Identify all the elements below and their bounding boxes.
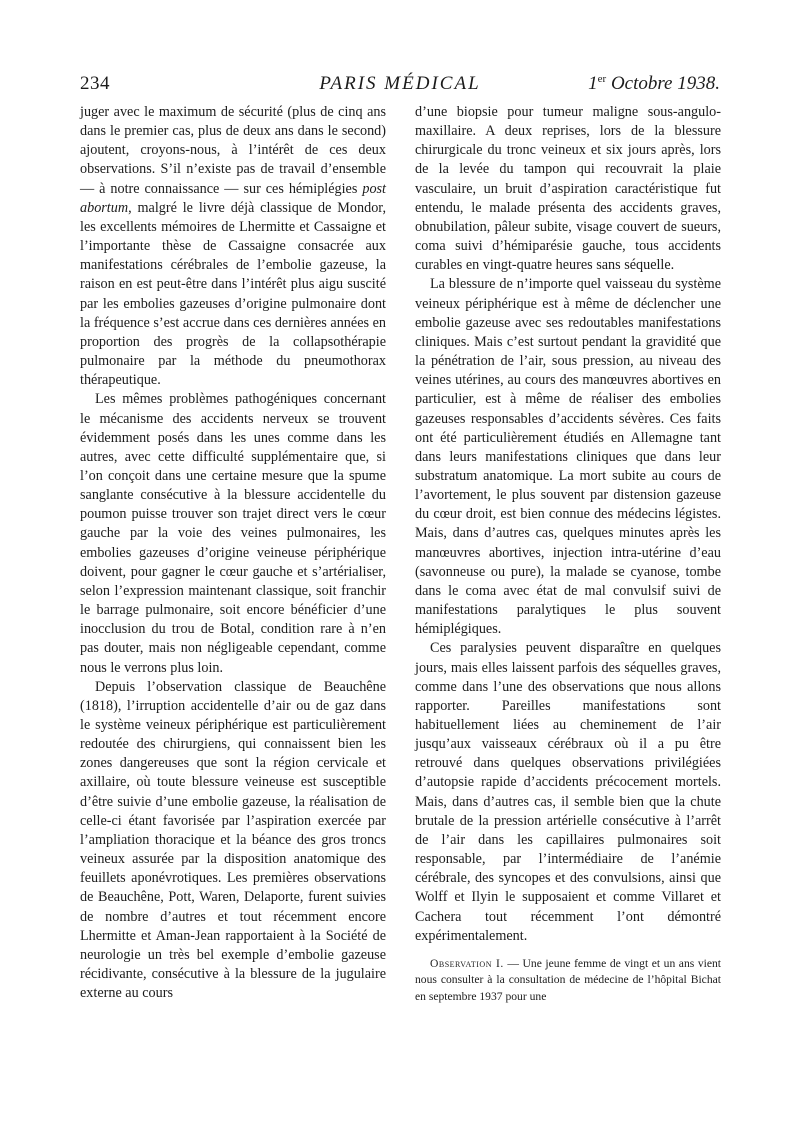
date-month-year: Octobre 1938. — [606, 73, 720, 94]
issue-date — [588, 73, 720, 95]
left-paragraph-2: Les mêmes problèmes pathogéniques concernant le mécanisme des accidents nerveux se trouvent évidemment posés dans les unes comme dans les autres, avec cette difficulté supplémentaire que, si l’on conçoit dans une certaine mesure que la spume sanglante consécutive à la blessure accidentelle du poumon puisse trouver son trajet direct vers le cœur gauche par la voie des veines pulmonaires, les embolies gazeuses d’origine veineuse périphérique doivent, pour gagner le cœur gauche et s’artérialiser, selon l’expression maintenant classique, soit franchir le barrage pulmonaire, soit encore bénéficier d’une inocclusion du trou de Botal, condition rare à n’en pas douter, mais non négligeable cependant, comme nous le verrons plus loin. — [80, 391, 386, 676]
journal-title: PARIS MÉDICAL — [319, 73, 481, 94]
right-paragraph-1: d’une biopsie pour tumeur maligne sous-angulo-maxillaire. A deux reprises, lors de la blessure chirurgicale du tronc veineux et six jours après, lors de la levée du tampon qui recouvrait la plaie vasculaire, un bruit d’aspiration caractéristique fut entendu, le malade présenta des accidents graves, obnubilation, pâleur subite, visage couvert de sueurs, coma suivi d’hémiparésie gauche, tous accidents curables en vingt-quatre heures sans séquelle. — [415, 104, 721, 274]
left-p1-text: juger avec le maximum de sécurité (plus de cinq ans dans le premier cas, plus de deux ans dans le second) ajoutent, croyons-nous, à l’intérêt de ces deux observations. S’il n’existe pas de travail d’ensemble — à notre connaissance — sur ces hémiplégies — [80, 104, 386, 197]
page-number: 234 — [80, 73, 110, 94]
date-ordinal: er — [597, 73, 607, 85]
left-p1-italic: post abortum — [80, 180, 386, 216]
page-header — [80, 73, 720, 101]
left-paragraph-3: Depuis l’observation classique de Beauchêne (1818), l’irruption accidentelle d’air ou de gaz dans le système veineux périphérique est particulièrement redoutée des chirurgiens, qui connaissent bien les zones dangereuses que sont la région cervicale et axillaire, où toute blessure veineuse est susceptible d’être suivie d’une embolie gazeuse, la réalisation de celle-ci étant favorisée par l’aspiration exercée par l’ampliation thoracique et la béance des gros troncs veineux assurée par la disposition anatomique des feuillets aponévrotiques. Les premières observations de Beauchêne, Pott, Waren, Delaporte, furent suivies de nombre d’autres et tout récemment encore Lhermitte et Aman-Jean rapportaient à la Société de neurologie un très bel exemple d’embolie gazeuse récidivante, consécutive à la blessure de la jugulaire externe au cours — [80, 678, 386, 1002]
left-column — [80, 103, 386, 1003]
left-p1-rest: , malgré le livre déjà classique de Mondor, les excellents mémoires de Lhermitte et Cassaigne et l’importante thèse de Cassaigne consacrée aux manifestations cérébrales de l’embolie gazeuse, la raison en est peut-être dans l’intérêt plus aigu suscité par les embolies gazeuses d’origine pulmonaire dont la fréquence s’est accrue dans ces dernières années en proportion des progrès de la collapsothérapie pulmonaire par la méthode du pneumothorax thérapeutique. — [80, 199, 386, 389]
left-paragraph-1 — [80, 103, 386, 390]
right-column — [415, 103, 721, 1006]
date-day: 1 — [588, 73, 598, 94]
observation-text: — Une jeune femme de vingt et un ans vient nous consulter à la consultation de médecine de l’hôpital Bichat en septembre 1937 pour une — [415, 956, 722, 1004]
observation-paragraph — [415, 956, 721, 1006]
right-paragraph-3: Ces paralysies peuvent disparaître en quelques jours, mais elles laissent parfois des séquelles graves, comme dans l’une des observations que nous allons rapporter. Pareilles manifestations sont habituellement liées au cheminement de l’air jusqu’aux vaisseaux cérébraux où il a pu être retrouvé dans quelques observations privilégiées d’autopsie rapide d’accidents précocement mortels. Mais, dans d’autres cas, il semble bien que la chute brutale de la pression artérielle consécutive à l’arrêt de l’air dans les capillaires pulmonaires soit responsable, par l’intermédiaire de l’anémie cérébrale, des syncopes et des convulsions, ainsi que Wolff et Ilyin le supposaient et comme Villaret et Cachera tout récemment l’ont démontré expérimentalement. — [415, 640, 721, 944]
right-paragraph-2: La blessure de n’importe quel vaisseau du système veineux périphérique est à même de déclencher une embolie gazeuse avec ses redoutables manifestations cliniques. Mais c’est surtout pendant la gravidité que la pénétration de l’air, sous pression, au niveau des veines utérines, au cours des manœuvres abortives en particulier, est à même de réaliser des embolies gazeuses responsables d’accidents sévères. Ces faits ont été particulièrement étudiés en Allemagne tant dans leurs manifestations cliniques que dans leur substratum anatomique. La mort subite au cours de l’avortement, le plus souvent par distension gazeuse du cœur droit, est bien connue des médecins légistes. Mais, dans d’autres cas, quelques minutes après les manœuvres abortives, injection intra-utérine d’eau (savonneuse ou pure), la malade se cyanose, tombe dans le coma avec état de mal convulsif suivi de manifestations paralytiques le plus souvent hémiplégiques. — [415, 276, 721, 638]
observation-label: Observation I. — [430, 956, 504, 970]
